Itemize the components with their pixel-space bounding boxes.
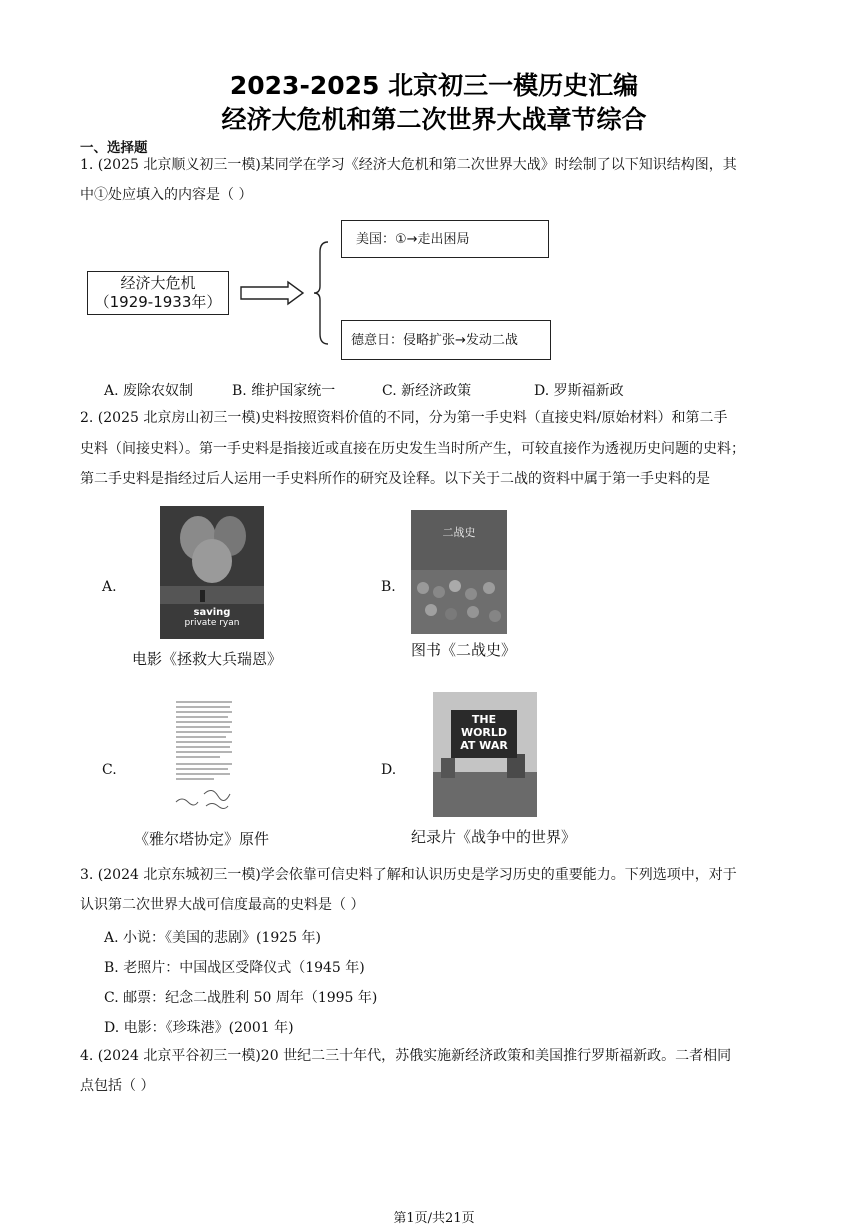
yalta-document-image	[170, 694, 238, 818]
diagram-bottom-box: 德意日：侵略扩张→发动二战	[341, 320, 551, 360]
q2-option-d-label[interactable]: D.	[381, 762, 397, 778]
document-title-line1: 2023-2025 北京初三一模历史汇编	[229, 71, 639, 100]
hollow-arrow-icon	[241, 282, 303, 304]
q3-option-b[interactable]: B. 老照片：中国战区受降仪式（1945 年)	[104, 960, 365, 976]
q1-option-d[interactable]: D. 罗斯福新政	[534, 383, 624, 399]
diagram-top-box: 美国：①→走出困局	[341, 220, 549, 258]
poster-title-line2: private ryan	[184, 618, 240, 628]
q3-option-c[interactable]: C. 邮票：纪念二战胜利 50 周年（1995 年)	[104, 990, 378, 1006]
q2-option-a-label[interactable]: A.	[102, 579, 117, 595]
q2-option-b-label[interactable]: B.	[381, 579, 396, 595]
book-cover-title: 二战史	[442, 526, 476, 539]
documentary-cover-title: THE WORLD AT WAR	[460, 713, 508, 752]
q1-text-line2: 中①处应填入的内容是（ ）	[80, 187, 253, 203]
q1-option-b[interactable]: B. 维护国家统一	[232, 383, 336, 399]
q3-option-a[interactable]: A. 小说：《美国的悲剧》(1925 年)	[104, 930, 322, 946]
q1-option-c[interactable]: C. 新经济政策	[382, 383, 472, 399]
q2-text-line3: 第二手史料是指经过后人运用一手史料所作的研究及诠释。以下关于二战的资料中属于第一手史料的是	[80, 471, 710, 487]
q2-option-c-caption: 《雅尔塔协定》原件	[134, 830, 270, 848]
q2-option-d-caption: 纪录片《战争中的世界》	[411, 828, 577, 846]
q2-option-a-caption: 电影《拯救大兵瑞恩》	[132, 650, 283, 668]
q2-option-c-label[interactable]: C.	[102, 762, 117, 778]
section-heading: 一、选择题	[80, 140, 148, 156]
q3-option-d[interactable]: D. 电影：《珍珠港》(2001 年)	[104, 1020, 294, 1036]
diagram-main-label: 经济大危机	[120, 274, 196, 292]
q4-text-line1: 4. (2024 北京平谷初三一模)20 世纪二三十年代，苏俄实施新经济政策和美国推行罗斯福新政。二者相同	[80, 1048, 732, 1064]
document-title-line2: 经济大危机和第二次世界大战章节综合	[221, 105, 647, 134]
movie-poster-image	[160, 506, 264, 639]
q3-text-line2: 认识第二次世界大战可信度最高的史料是（ ）	[80, 897, 365, 913]
diagram-main-box	[87, 271, 229, 315]
poster-title-line1: saving	[193, 607, 231, 618]
q1-option-a[interactable]: A. 废除农奴制	[104, 383, 194, 399]
diagram-arrow-and-brace	[238, 238, 343, 350]
page-number-footer: 第1页/共21页	[393, 1211, 475, 1226]
documentary-cover-image	[433, 692, 537, 817]
q2-text-line1: 2. (2025 北京房山初三一模)史料按照资料价值的不同，分为第一手史料（直接史料/原始材料）和第二手	[80, 410, 728, 426]
q2-option-b-caption: 图书《二战史》	[411, 641, 517, 659]
documentary-cover-graphic	[433, 692, 537, 817]
q2-text-line2: 史料（间接史料）。第一手史料是指接近或直接在历史发生当时所产生，可较直接作为透视历史问题的史料；	[80, 441, 745, 457]
curly-brace-icon	[314, 242, 328, 344]
q4-text-line2: 点包括（ ）	[80, 1078, 155, 1094]
diagram-main-years: （1929-1933年）	[94, 293, 222, 311]
q3-text-line1: 3. (2024 北京东城初三一模)学会依靠可信史料了解和认识历史是学习历史的重要能力。下列选项中，对于	[80, 867, 737, 883]
q1-text-line1: 1. (2025 北京顺义初三一模)某同学在学习《经济大危机和第二次世界大战》时绘制了以下知识结构图，其	[80, 157, 737, 173]
book-cover-image	[411, 510, 507, 634]
document-page-graphic	[170, 694, 238, 818]
